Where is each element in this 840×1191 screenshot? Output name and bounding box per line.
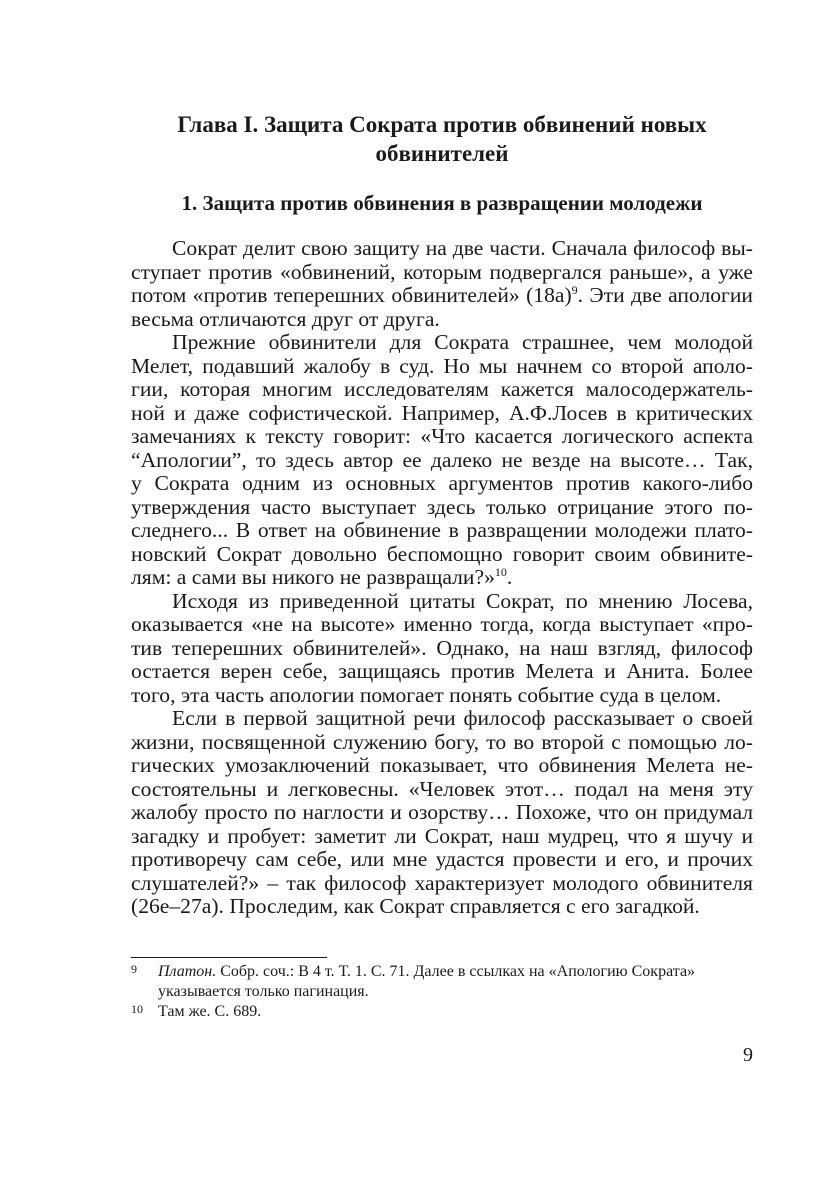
- text-line: следнего... В ответ на обвинение в развращении молодежи плато-: [131, 518, 753, 542]
- text-line: гических умозаключений показывает, что обвинения Мелета не-: [131, 753, 753, 777]
- text-line: [131, 284, 753, 308]
- text-line: новский Сократ довольно беспомощно говорит своим обвините-: [131, 541, 753, 566]
- footnote-ref-9[interactable]: 9: [571, 283, 578, 297]
- text-line: слушателей?» – так философ характеризует молодого обвинителя: [131, 870, 753, 895]
- text-line: утверждения часто выступает здесь только отрицание этого по-: [131, 494, 753, 519]
- footnote-divider: [131, 957, 327, 958]
- footnote-ref-10[interactable]: 10: [494, 565, 507, 579]
- chapter-title-line-1: Глава I. Защита Сократа против обвинений новых: [177, 112, 707, 137]
- paragraph-2: [131, 331, 753, 590]
- text-fragment: . Эти две апологии: [577, 283, 753, 307]
- footnote-number: 9: [131, 962, 137, 976]
- footnote-text: Собр. соч.: В 4 т. Т. 1. С. 71. Далее в ссылках на «Апологию Сократа»: [216, 963, 696, 980]
- text-line: у Сократа одним из основных аргументов против какого-либо: [131, 471, 753, 495]
- text-line: [131, 566, 753, 590]
- text-line: Прежние обвинители для Сократа страшнее, чем молодой: [172, 330, 753, 354]
- text-fragment: лям: а сами вы никого не развращали?»: [131, 565, 495, 589]
- footnote-10: [131, 1002, 753, 1022]
- text-line: жалобу просто по наглости и озорству… Похоже, что он придумал: [131, 800, 753, 824]
- chapter-title-line-2: обвинителей: [375, 141, 509, 166]
- body-text: [131, 237, 753, 919]
- paragraph-4: [131, 707, 753, 919]
- text-line: жизни, посвященной служению богу, то во второй с помощью ло-: [131, 729, 753, 754]
- text-line: Исходя из приведенной цитаты Сократ, по мнению Лосева,: [172, 588, 753, 613]
- footnote-author: Платон.: [158, 963, 217, 980]
- section-title: 1. Защита против обвинения в развращении молодежи: [181, 191, 703, 215]
- text-line: Мелет, подавший жалобу в суд. Но мы начнем со второй аполо-: [131, 353, 753, 378]
- text-line: весьма отличаются друг от друга.: [131, 306, 440, 331]
- text-line: тив теперешних обвинителей». Однако, на наш взгляд, философ: [131, 635, 753, 660]
- text-line: загадку и пробует: заметит ли Сократ, наш мудрец, что я шучу и: [131, 823, 753, 848]
- text-line: оказывается «не на высоте» именно тогда, когда выступает «про-: [131, 612, 753, 636]
- text-line: Сократ делит свою защиту на две части. Сначала философ вы-: [172, 236, 753, 260]
- paragraph-3: [131, 590, 753, 708]
- text-line: того, эта часть апологии помогает понять событие суда в целом.: [131, 682, 722, 707]
- text-line: ной и даже софистической. Например, А.Ф.Лосев в критических: [131, 400, 753, 425]
- text-line: состоятельны и легковесны. «Человек этот… подал на меня эту: [131, 776, 753, 801]
- text-line: ступает против «обвинений, которым подвергался раньше», а уже: [131, 259, 753, 284]
- footnote-number: 10: [131, 1002, 143, 1016]
- text-line: “Апологии”, то здесь автор ее далеко не везде на высоте… Так,: [131, 447, 753, 472]
- text-line: гии, которая многим исследователям кажется малосодержатель-: [131, 377, 753, 401]
- text-line: замечаниях к тексту говорит: «Что касается логического аспекта: [131, 424, 753, 448]
- footnote-line: [158, 962, 753, 982]
- text-fragment: .: [506, 565, 513, 589]
- text-line: противоречу сам себе, или мне удастся провести и его, и прочих: [131, 847, 753, 871]
- footnote-line: указывается только пагинация.: [158, 983, 369, 1000]
- text-fragment: потом «против теперешних обвинителей» (18а): [131, 283, 572, 307]
- text-line: (26е–27а). Проследим, как Сократ справляется с его загадкой.: [131, 894, 700, 918]
- paragraph-1: [131, 237, 753, 331]
- footnote-text: Там же. С. 689.: [158, 1003, 262, 1020]
- text-line: остается верен себе, защищаясь против Мелета и Анита. Более: [131, 659, 753, 683]
- footnotes: [131, 962, 753, 1022]
- footnote-9: [131, 962, 753, 1002]
- text-line: Если в первой защитной речи философ рассказывает о своей: [172, 706, 753, 730]
- chapter-title: [131, 110, 753, 168]
- page-number: 9: [743, 1044, 753, 1066]
